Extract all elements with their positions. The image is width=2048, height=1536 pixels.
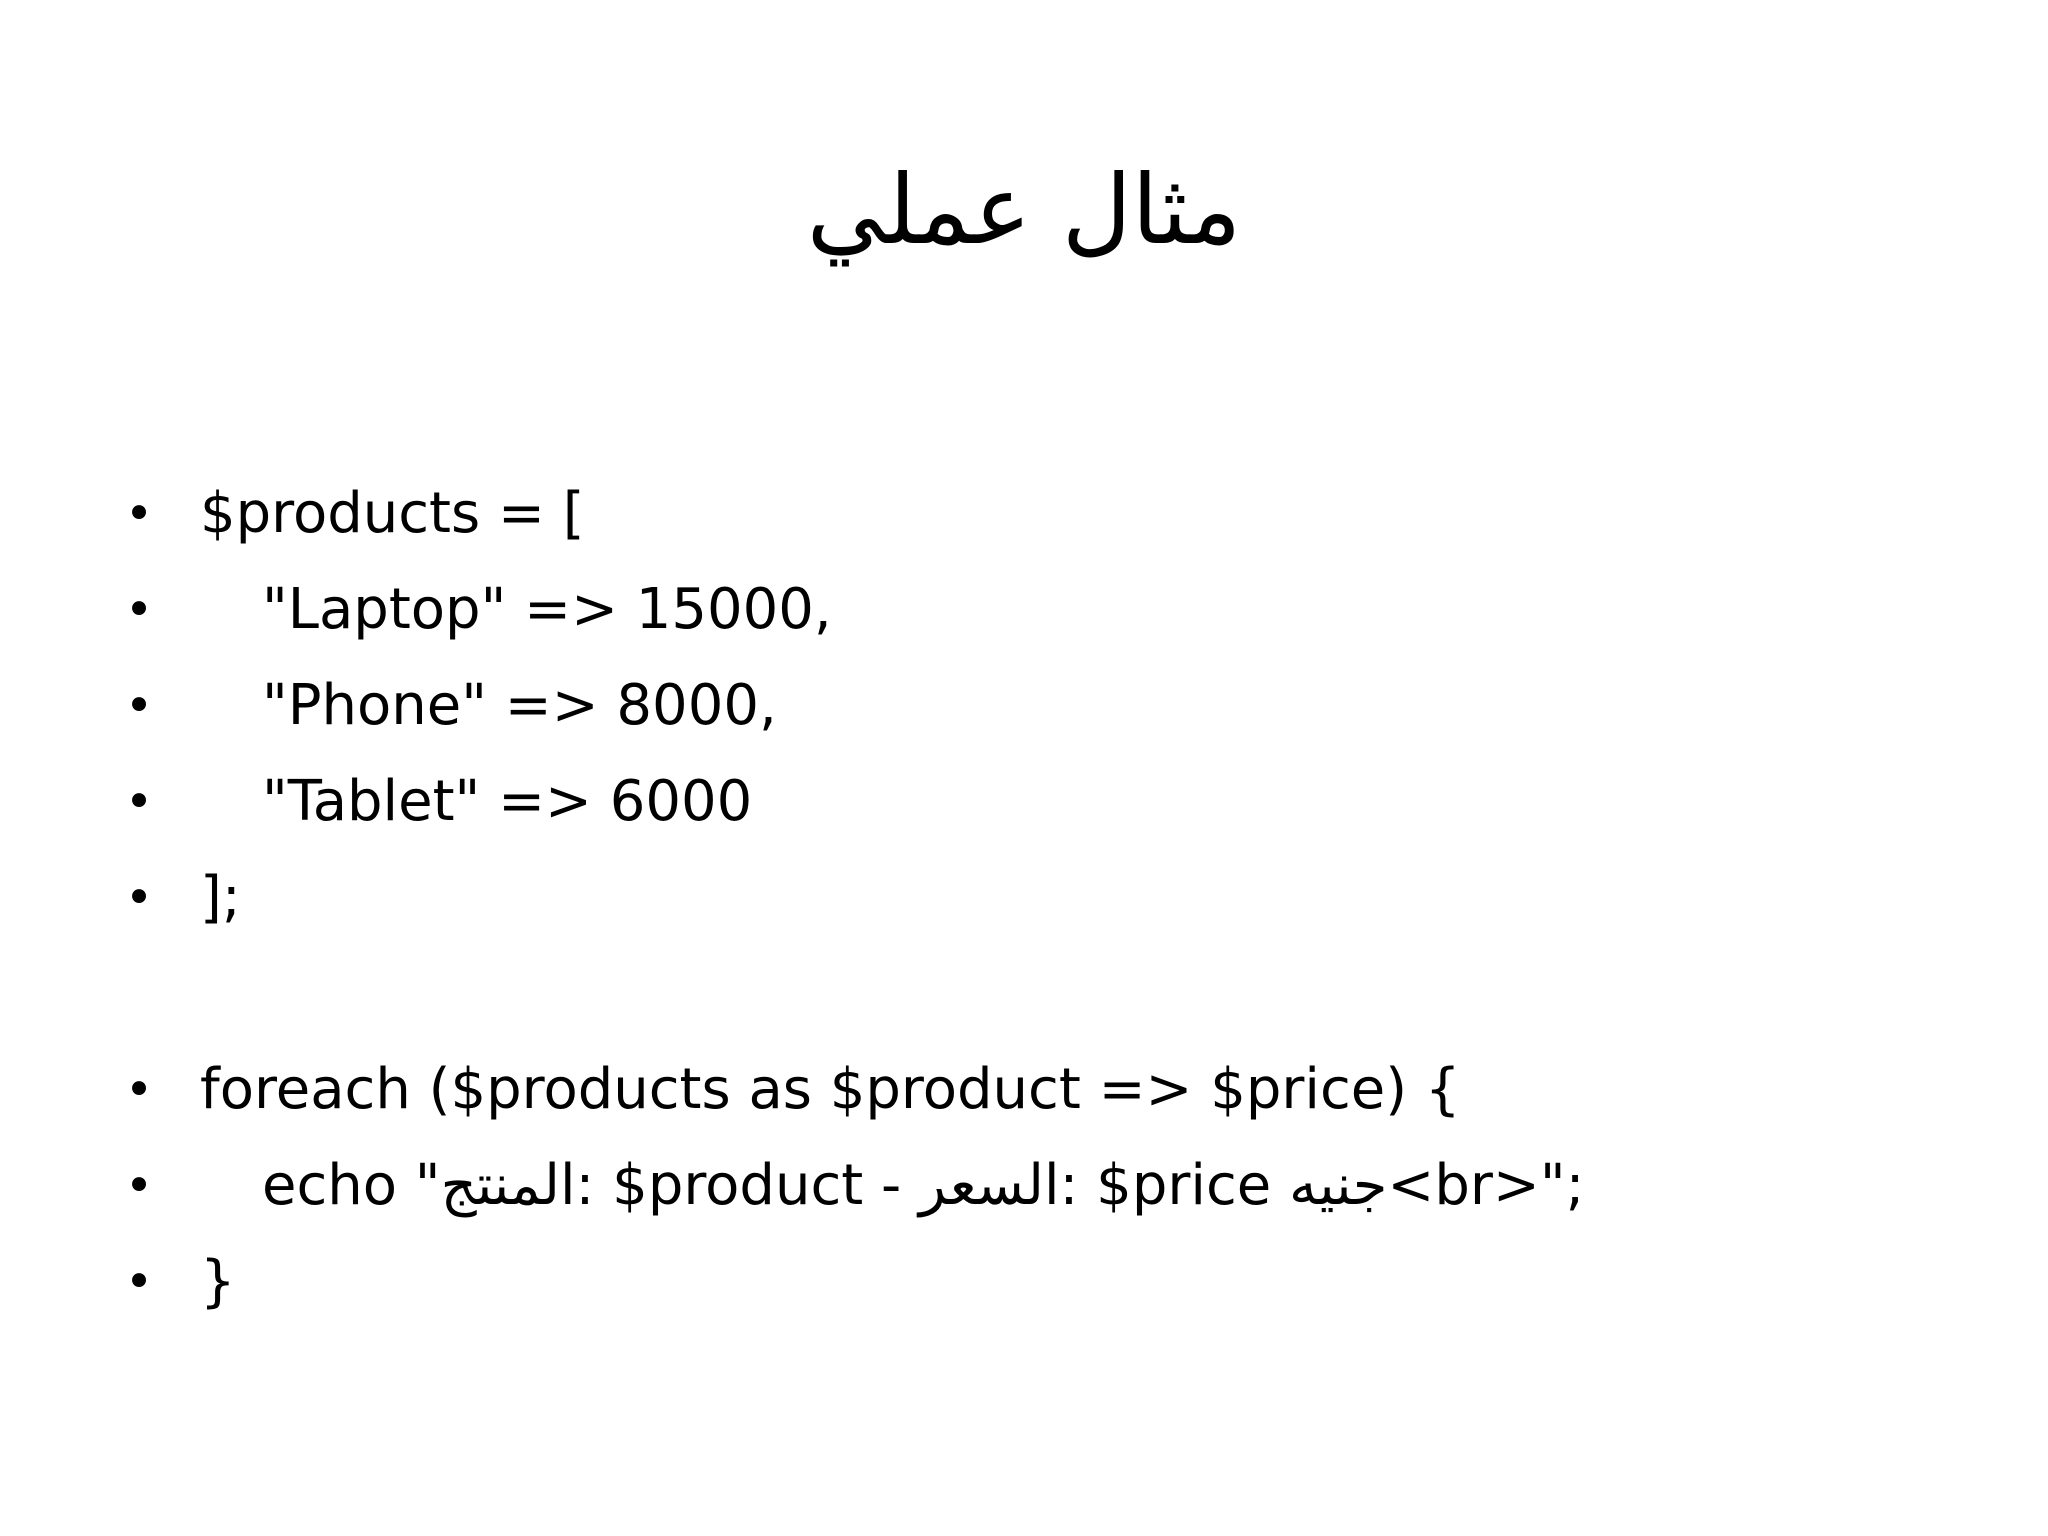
code-line: $products = [ <box>200 481 585 546</box>
bullet-icon: • <box>124 1062 154 1118</box>
bullet-icon: • <box>124 582 154 638</box>
list-item <box>0 474 2048 554</box>
list-item <box>0 570 2048 650</box>
code-line: "Phone" => 8000, <box>262 673 777 738</box>
list-item <box>0 858 2048 938</box>
bullet-icon: • <box>124 678 154 734</box>
bullet-icon: • <box>124 486 154 542</box>
slide-title: مثال عملي <box>806 154 1242 266</box>
list-item <box>0 666 2048 746</box>
bullet-icon: • <box>124 870 154 926</box>
bullet-icon: • <box>124 1158 154 1214</box>
bullet-icon: • <box>124 774 154 830</box>
code-line: "Tablet" => 6000 <box>262 769 753 834</box>
list-item <box>0 1146 2048 1226</box>
list-item <box>0 1242 2048 1322</box>
list-item <box>0 1050 2048 1130</box>
bullet-icon: • <box>124 1254 154 1310</box>
code-line: } <box>200 1249 236 1314</box>
code-line: ]; <box>200 865 241 930</box>
code-line: echo "المنتج: $product - السعر: $price جنيه<br>"; <box>262 1153 1585 1218</box>
code-line: "Laptop" => 15000, <box>262 577 832 642</box>
code-line: foreach ($products as $product => $price) { <box>200 1057 1461 1122</box>
list-item <box>0 762 2048 842</box>
